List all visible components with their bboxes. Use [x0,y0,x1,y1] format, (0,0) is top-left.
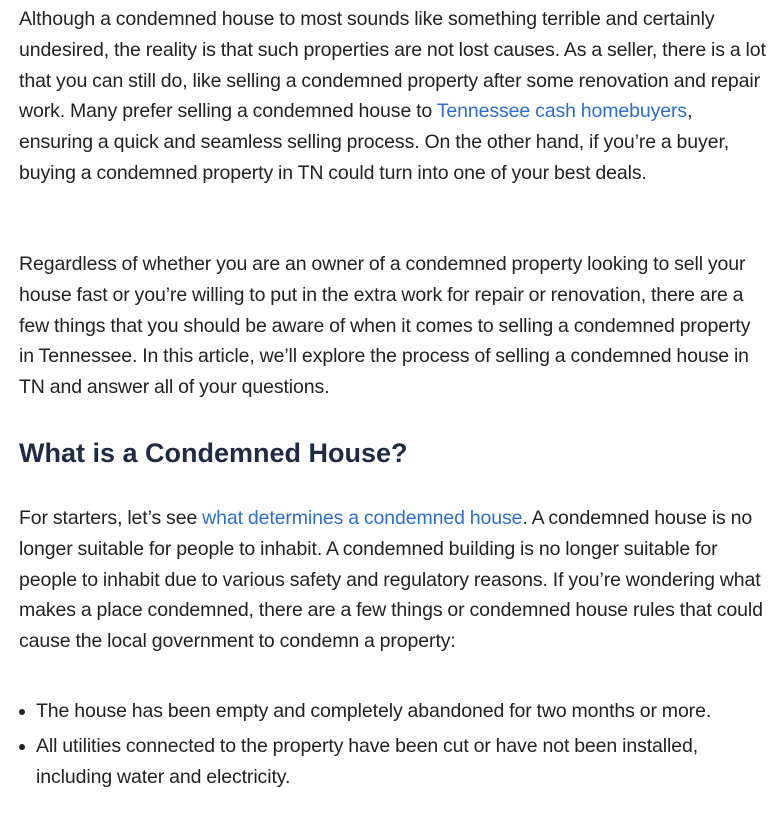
section-heading: What is a Condemned House? [19,438,408,468]
intro-text-end: , ensuring a quick and seamless selling process. On the other hand, if you’re a buyer, buying a condemned property in TN could turn into one of your best deals. [19,100,730,184]
second-paragraph: Regardless of whether you are an owner of a condemned property looking to sell your house fast or you’re willing to put in the extra work for repair or renovation, there are a few things that you should be aware of when it comes to selling a condemned property in Tennessee. In this article, we’ll explore the process of selling a condemned house in TN and answer all of your questions. [19,253,751,399]
condemnation-reasons-list [19,696,767,796]
tennessee-cash-homebuyers-link[interactable]: Tennessee cash homebuyers [436,100,688,123]
list-item-text: All utilities connected to the property have been cut or have not been installed, including water and electricity. [36,734,699,788]
definition-text-start: For starters, let’s see [19,507,203,529]
intro-text-start: Although a condemned house to most sounds like something terrible and certainly undesired, the reality is that such properties are not lost causes. As a seller, there is a lot that you can still do, like selling a condemned property after some renovation and repair work. Many prefer selling a condemned house to [19,8,766,123]
condemned-house-definition-link[interactable]: what determines a condemned house [202,507,523,529]
definition-text-end: . A condemned house is no longer suitable for people to inhabit. A condemned building is no longer suitable for people to inhabit due to various safety and regulatory reasons. If you’re wondering what makes a place condemned, there are a few things or condemned house rules that could cause the local government to condemn a property: [19,507,763,653]
intro-paragraph [19,4,767,189]
list-item [19,731,767,793]
bullet-icon [19,709,25,715]
definition-paragraph [19,503,767,657]
list-item-text: The house has been empty and completely abandoned for two months or more. [36,700,712,722]
bullet-icon [19,744,25,750]
list-item [19,696,767,727]
